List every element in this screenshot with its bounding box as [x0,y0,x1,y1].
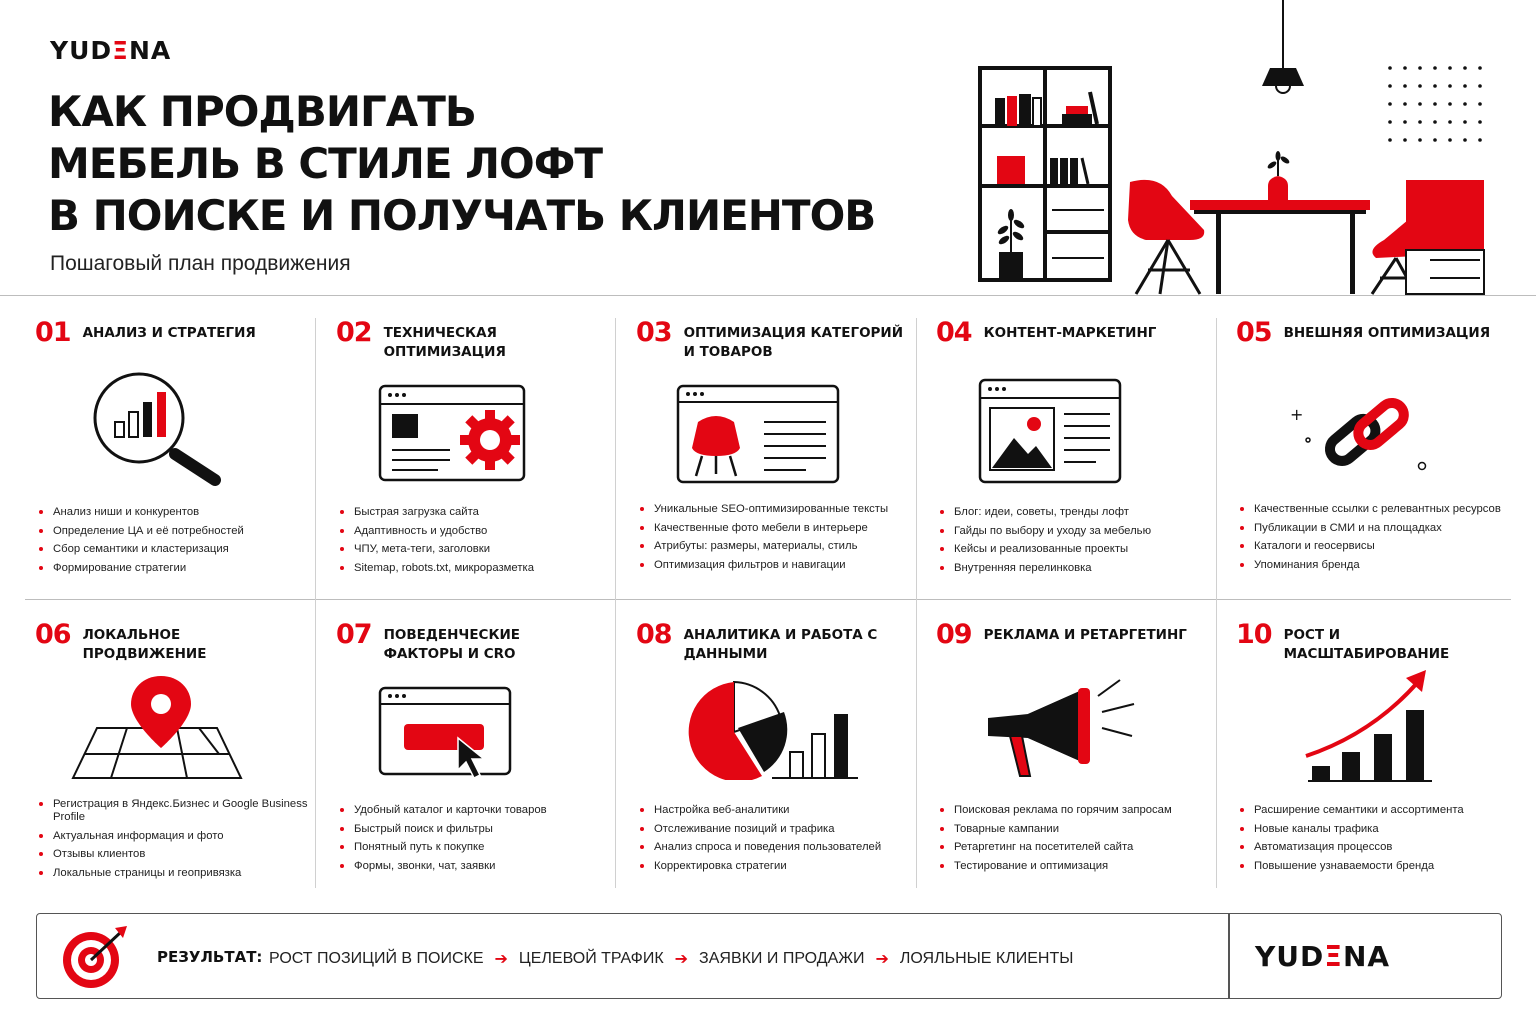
step-card-04 [926,318,1226,598]
chain-link-icon [1286,384,1436,484]
step-title: ОПТИМИЗАЦИЯ КАТЕГОРИЙ И ТОВАРОВ [683,325,904,360]
growth-chart-icon [1302,668,1438,784]
step-number: 09 [936,619,972,650]
bullet-item: Определение ЦА и её потребностей [39,525,319,538]
bullet-item: Качественные фото мебели в интерьере [640,522,920,535]
step-title: АНАЛИТИКА И РАБОТА С ДАННЫМИ [683,627,878,662]
step-number: 02 [336,317,372,348]
step-header [336,620,604,664]
step-title: РЕКЛАМА И РЕТАРГЕТИНГ [983,627,1187,643]
step-card-06 [25,620,325,900]
red-chair-icon [1128,180,1204,294]
step-card-05 [1226,318,1526,598]
step-title: ТЕХНИЧЕСКАЯ ОПТИМИЗАЦИЯ [383,325,506,360]
bullet-item: Быстрая загрузка сайта [340,506,620,519]
step-bullets [640,804,920,878]
browser-cursor-icon [378,686,528,786]
step-title: АНАЛИЗ И СТРАТЕГИЯ [82,325,256,341]
bullet-item: Внутренняя перелинковка [940,562,1220,575]
step-bullets [1240,804,1520,878]
step-number: 04 [936,317,972,348]
step-bullets [39,798,319,885]
bullet-item: Актуальная информация и фото [39,830,319,843]
bullet-item: Удобный каталог и карточки товаров [340,804,620,817]
step-header [936,620,1204,650]
grid-divider [25,599,1511,600]
loft-interior-illustration [960,0,1536,296]
bullet-item: Формирование стратегии [39,562,319,575]
result-step: РОСТ ПОЗИЦИЙ В ПОИСКЕ [269,950,484,967]
step-bullets [39,506,319,580]
bullet-item: Уникальные SEO-оптимизированные тексты [640,503,920,516]
title-line-2: МЕБЕЛЬ В СТИЛЕ ЛОФТ [48,139,603,188]
pie-bar-chart-icon [680,680,860,780]
step-card-03 [626,318,926,598]
result-divider [1228,914,1230,998]
step-number: 03 [636,317,672,348]
result-bar [36,913,1502,999]
step-number: 07 [336,619,372,650]
bullet-item: Сбор семантики и кластеризация [39,543,319,556]
page-title [48,86,875,242]
result-chain [269,949,1073,969]
step-title: ВНЕШНЯЯ ОПТИМИЗАЦИЯ [1283,325,1491,341]
result-step: ЦЕЛЕВОЙ ТРАФИК [518,950,664,967]
step-bullets [940,804,1220,878]
step-card-07 [326,620,626,900]
bullet-item: Адаптивность и удобство [340,525,620,538]
bullet-item: Отслеживание позиций и трафика [640,823,920,836]
step-number: 08 [636,619,672,650]
bullet-item: Повышение узнаваемости бренда [1240,860,1520,873]
step-header [35,620,303,664]
bullet-item: Ретаргетинг на посетителей сайта [940,841,1220,854]
bullet-item: Локальные страницы и геопривязка [39,867,319,880]
step-header [1236,318,1504,348]
step-title: ЛОКАЛЬНОЕ ПРОДВИЖЕНИЕ [82,627,207,662]
bullet-item: Упоминания бренда [1240,559,1520,572]
bullet-item: Регистрация в Яндекс.Бизнес и Google Business Profile [39,798,319,824]
bullet-item: Новые каналы трафика [1240,823,1520,836]
bullet-item: ЧПУ, мета-теги, заголовки [340,543,620,556]
header-divider [0,295,1536,296]
title-line-1: КАК ПРОДВИГАТЬ [48,87,476,136]
arrow-right-icon: ➔ [674,951,689,968]
step-header [936,318,1204,348]
bullet-item: Понятный путь к покупке [340,841,620,854]
browser-image-icon [978,378,1124,486]
step-bullets [1240,503,1520,577]
bullet-item: Отзывы клиентов [39,848,319,861]
bullet-item: Быстрый поиск и фильтры [340,823,620,836]
bullet-item: Блог: идеи, советы, тренды лофт [940,506,1220,519]
bullet-item: Тестирование и оптимизация [940,860,1220,873]
svg-text:+: + [1290,405,1304,424]
step-card-01 [25,318,325,598]
step-title: КОНТЕНТ-МАРКЕТИНГ [983,325,1157,341]
step-number: 01 [35,317,71,348]
bullet-item: Поисковая реклама по горячим запросам [940,804,1220,817]
bullet-item: Корректировка стратегии [640,860,920,873]
result-step: ЗАЯВКИ И ПРОДАЖИ [699,950,865,967]
bullet-item: Настройка веб-аналитики [640,804,920,817]
pendant-lamp-icon [1262,0,1304,93]
browser-chair-icon [676,384,842,484]
step-number: 05 [1236,317,1272,348]
result-step: ЛОЯЛЬНЫЕ КЛИЕНТЫ [899,950,1074,967]
step-card-10 [1226,620,1526,900]
bullet-item: Анализ ниши и конкурентов [39,506,319,519]
bullet-item: Качественные ссылки с релевантных ресурсов [1240,503,1520,516]
brand-logo: YUDΞNA [50,36,172,65]
sideboard-icon [1406,180,1484,294]
step-bullets [340,506,620,580]
bullet-item: Анализ спроса и поведения пользователей [640,841,920,854]
step-card-08 [626,620,926,900]
arrow-right-icon: ➔ [494,951,508,968]
step-bullets [940,506,1220,580]
bullet-item: Атрибуты: размеры, материалы, стиль [640,540,920,553]
bullet-item: Автоматизация процессов [1240,841,1520,854]
magnifier-chart-icon [91,372,231,492]
table-icon [1190,151,1370,294]
step-title: РОСТ И МАСШТАБИРОВАНИЕ [1283,627,1450,662]
step-title: ПОВЕДЕНЧЕСКИЕ ФАКТОРЫ И CRO [383,627,521,662]
bullet-item: Оптимизация фильтров и навигации [640,559,920,572]
step-header [336,318,604,362]
bullet-item: Sitemap, robots.txt, микроразметка [340,562,620,575]
step-header [636,620,904,664]
bullet-item: Формы, звонки, чат, заявки [340,860,620,873]
dot-grid-decoration [1388,66,1482,142]
step-header [1236,620,1504,664]
target-icon [61,924,131,990]
bullet-item: Кейсы и реализованные проекты [940,543,1220,556]
title-line-3: В ПОИСКЕ И ПОЛУЧАТЬ КЛИЕНТОВ [48,191,876,240]
arrow-right-icon: ➔ [875,951,889,968]
bullet-item: Расширение семантики и ассортимента [1240,804,1520,817]
brand-logo-footer: YUDΞNA [1255,940,1391,973]
bullet-item: Гайды по выбору и уходу за мебелью [940,525,1220,538]
browser-gear-icon [378,384,528,484]
bullet-item: Товарные кампании [940,823,1220,836]
step-card-02 [326,318,626,598]
step-card-09 [926,620,1226,900]
step-header [35,318,303,348]
step-number: 10 [1236,619,1272,650]
result-label: РЕЗУЛЬТАТ: [157,948,263,966]
bullet-item: Каталоги и геосервисы [1240,540,1520,553]
map-pin-icon [69,672,245,784]
megaphone-icon [984,674,1144,786]
step-bullets [640,503,920,577]
step-header [636,318,904,362]
step-bullets [340,804,620,878]
bullet-item: Публикации в СМИ и на площадках [1240,522,1520,535]
step-number: 06 [35,619,71,650]
page-subtitle: Пошаговый план продвижения [50,252,351,275]
